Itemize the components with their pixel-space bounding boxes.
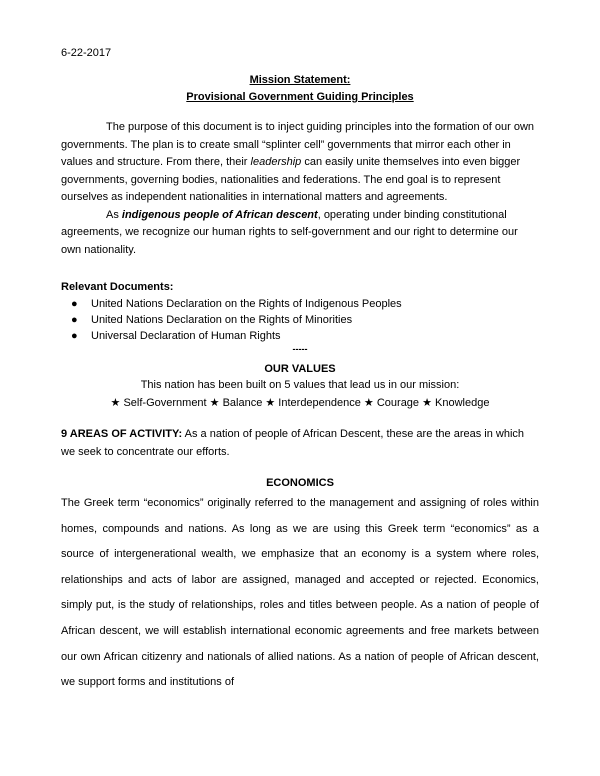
section-divider: ----- [292,344,308,354]
intro-emphasis-indigenous: indigenous people of African descent [121,208,318,221]
bullet-icon: ● [71,314,78,326]
relevant-documents-list [71,296,402,344]
intro-paragraph-1: The purpose of this document is to inject guiding principles into the formation of our own governments. The plan is to create small “splinter cell” governments that mirror each other in values and structure. From there, their [61,121,535,168]
economics-paragraph: The Greek term “economics” originally referred to the management and assigning of roles within homes, compounds and nations. As long as we are using this Greek term “economics” as a source of intergenerational wealth, we emphasize that an economy is a system where roles, relationships and acts of labor are assigned, managed and accepted or rejected. Economics, simply put, is the study of relationships, roles and titles between people. As a nation of people of African descent, we will establish international economic agreements and free markets between our own African citizenry and nationals of allied nations. As a nation of people of African descent, we support forms and institutions of [61,497,539,689]
bullet-icon: ● [71,298,78,310]
heading-guiding-principles: Provisional Government Guiding Principles [186,91,414,103]
list-item: ● United Nations Declaration on the Rights of Indigenous Peoples [71,298,402,310]
intro-paragraph-2-start: As [106,208,122,221]
values-intro: This nation has been built on 5 values that lead us in our mission: [140,379,460,391]
document-date: 6-22-2017 [61,47,112,59]
intro-emphasis-leadership: leadership [250,156,302,168]
relevant-documents-title: Relevant Documents: [61,281,174,293]
intro-section [61,119,539,259]
intro-paragraph-2-rest: , operating under binding constitutional agreements, we recognize our human rights to self-government and our right to determine our own nationality. [61,208,518,256]
areas-label: 9 AREAS OF ACTIVITY: [61,428,183,440]
economics-title: ECONOMICS [266,477,334,489]
list-item: ● United Nations Declaration on the Rights of Minorities [71,314,353,326]
values-list: ★ Self-Government ★ Balance ★ Interdependence ★ Courage ★ Knowledge [110,397,490,409]
values-title: OUR VALUES [264,363,336,375]
bullet-icon: ● [71,330,78,342]
list-item: ● Universal Declaration of Human Rights [71,330,281,342]
areas-of-activity [61,426,539,461]
areas-text: As a nation of people of African Descent, these are the areas in which we seek to concentrate our efforts. [61,428,525,458]
heading-mission-statement: Mission Statement: [249,74,351,86]
intro-paragraph-1-rest: can easily unite themselves into even bigger governments, governing bodies, nationalities and federations. The end goal is to represent ourselves as independent nationalities in international matters and agreements. [61,156,521,203]
